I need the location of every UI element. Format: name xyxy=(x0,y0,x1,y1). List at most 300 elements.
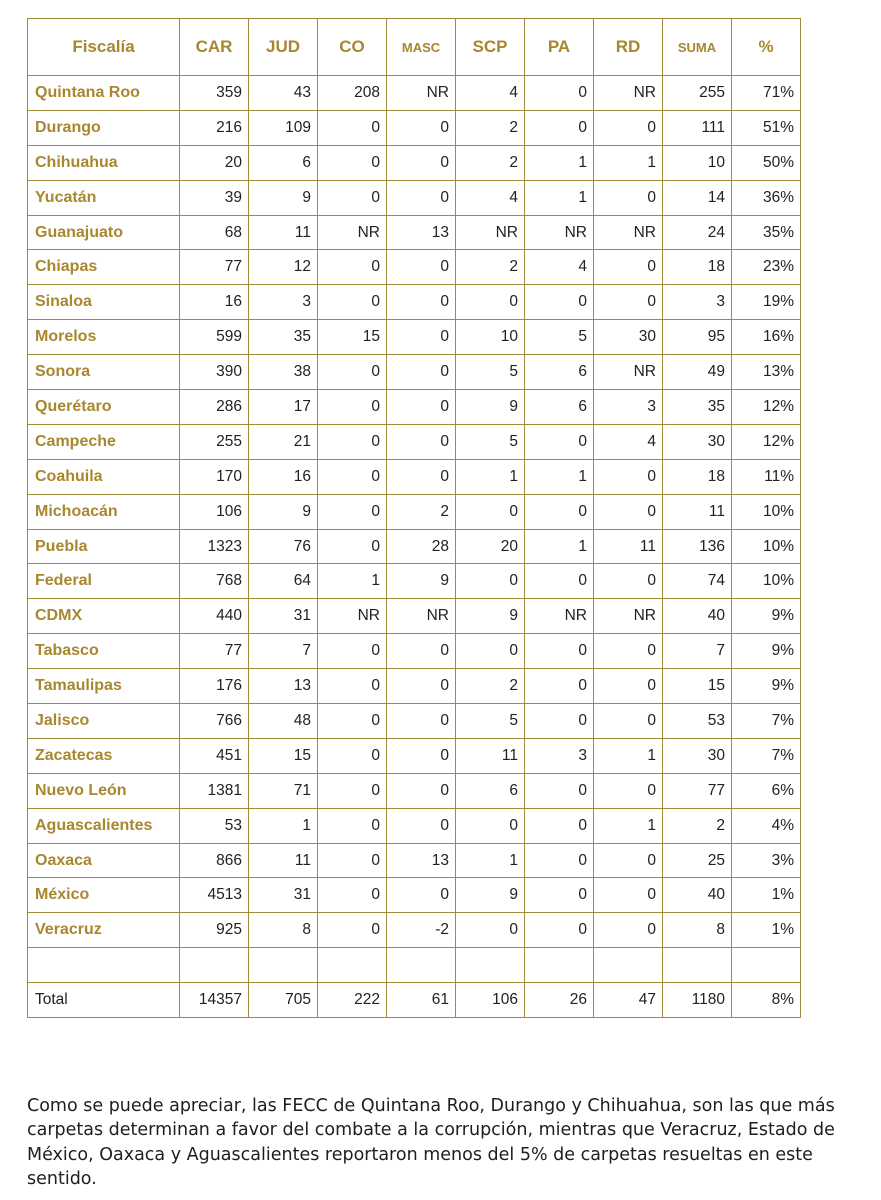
table-cell: 866 xyxy=(180,843,249,878)
table-row xyxy=(28,285,801,320)
table-cell: 0 xyxy=(525,634,594,669)
row-label: Tabasco xyxy=(28,634,180,669)
table-cell: 1381 xyxy=(180,773,249,808)
table-cell: 705 xyxy=(249,983,318,1018)
table-cell: 3 xyxy=(249,285,318,320)
table-cell: 106 xyxy=(180,494,249,529)
table-cell: 0 xyxy=(318,145,387,180)
row-label: Veracruz xyxy=(28,913,180,948)
table-cell: 1 xyxy=(456,459,525,494)
table-cell: NR xyxy=(525,599,594,634)
table-cell: 9 xyxy=(249,180,318,215)
table-cell: 2 xyxy=(456,669,525,704)
table-cell: 11 xyxy=(249,215,318,250)
table-cell: 35 xyxy=(663,390,732,425)
table-cell: 9 xyxy=(249,494,318,529)
table-cell: 10% xyxy=(732,529,801,564)
table-cell: 7 xyxy=(249,634,318,669)
table-cell: 23% xyxy=(732,250,801,285)
table-cell: 1 xyxy=(318,564,387,599)
table-cell: 35 xyxy=(249,320,318,355)
table-cell: 0 xyxy=(387,355,456,390)
row-label: Nuevo León xyxy=(28,773,180,808)
table-cell: 13 xyxy=(249,669,318,704)
table-cell: 9 xyxy=(456,599,525,634)
table-cell xyxy=(525,948,594,983)
table-cell: 0 xyxy=(318,634,387,669)
table-cell: 9% xyxy=(732,634,801,669)
table-cell: 43 xyxy=(249,76,318,111)
table-cell: 16% xyxy=(732,320,801,355)
table-row xyxy=(28,564,801,599)
row-label: México xyxy=(28,878,180,913)
table-cell: 17 xyxy=(249,390,318,425)
table-cell: 5 xyxy=(456,704,525,739)
table-cell xyxy=(249,948,318,983)
table-cell: 0 xyxy=(594,773,663,808)
table-cell: 30 xyxy=(594,320,663,355)
table-cell: 40 xyxy=(663,878,732,913)
table-cell: 109 xyxy=(249,110,318,145)
table-cell: NR xyxy=(387,599,456,634)
table-cell: 0 xyxy=(525,669,594,704)
row-label: Michoacán xyxy=(28,494,180,529)
table-cell: 216 xyxy=(180,110,249,145)
table-cell: NR xyxy=(456,215,525,250)
table-cell: 6 xyxy=(525,390,594,425)
header-car: CAR xyxy=(180,19,249,76)
table-cell: 4% xyxy=(732,808,801,843)
table-cell: 286 xyxy=(180,390,249,425)
table-cell: 170 xyxy=(180,459,249,494)
table-row xyxy=(28,669,801,704)
table-cell: 222 xyxy=(318,983,387,1018)
table-cell: 0 xyxy=(387,320,456,355)
table-cell: 10 xyxy=(663,145,732,180)
table-cell: 3 xyxy=(594,390,663,425)
table-cell: 12 xyxy=(249,250,318,285)
table-cell: 39 xyxy=(180,180,249,215)
table-cell: 1% xyxy=(732,878,801,913)
table-cell: 1 xyxy=(456,843,525,878)
row-label: Zacatecas xyxy=(28,738,180,773)
table-cell: 53 xyxy=(180,808,249,843)
table-cell: 4513 xyxy=(180,878,249,913)
table-cell: 0 xyxy=(387,738,456,773)
table-cell: 0 xyxy=(594,669,663,704)
header-scp: SCP xyxy=(456,19,525,76)
table-cell: 1323 xyxy=(180,529,249,564)
table-cell: 20 xyxy=(180,145,249,180)
table-cell xyxy=(663,948,732,983)
row-label: Guanajuato xyxy=(28,215,180,250)
table-cell: 0 xyxy=(594,634,663,669)
header-co: CO xyxy=(318,19,387,76)
row-label: Sinaloa xyxy=(28,285,180,320)
table-cell: 40 xyxy=(663,599,732,634)
table-cell: 0 xyxy=(594,250,663,285)
table-cell: -2 xyxy=(387,913,456,948)
table-cell: 13 xyxy=(387,843,456,878)
table-cell: NR xyxy=(318,599,387,634)
table-cell: 0 xyxy=(594,843,663,878)
table-cell: 106 xyxy=(456,983,525,1018)
table-row xyxy=(28,704,801,739)
header-pa: PA xyxy=(525,19,594,76)
total-row xyxy=(28,983,801,1018)
table-cell: 11 xyxy=(594,529,663,564)
table-cell: 4 xyxy=(525,250,594,285)
table-cell: 12% xyxy=(732,424,801,459)
table-cell: 0 xyxy=(387,390,456,425)
table-cell: 0 xyxy=(318,878,387,913)
table-cell: 6% xyxy=(732,773,801,808)
table-cell: 19% xyxy=(732,285,801,320)
table-cell: 208 xyxy=(318,76,387,111)
table-cell: 15 xyxy=(318,320,387,355)
table-row xyxy=(28,494,801,529)
table-cell: 0 xyxy=(387,669,456,704)
table-cell: 0 xyxy=(525,285,594,320)
table-cell: 16 xyxy=(180,285,249,320)
table-cell: NR xyxy=(594,215,663,250)
table-cell: 8% xyxy=(732,983,801,1018)
table-cell: 0 xyxy=(525,564,594,599)
table-cell: 0 xyxy=(594,180,663,215)
table-cell xyxy=(594,948,663,983)
table-cell: 0 xyxy=(387,878,456,913)
table-cell: 1 xyxy=(525,180,594,215)
table-cell: 0 xyxy=(318,738,387,773)
table-cell: 111 xyxy=(663,110,732,145)
table-cell: 0 xyxy=(387,250,456,285)
table-cell: 0 xyxy=(594,285,663,320)
table-row xyxy=(28,459,801,494)
table-cell: 2 xyxy=(456,110,525,145)
table-cell: 18 xyxy=(663,250,732,285)
table-cell: 31 xyxy=(249,878,318,913)
table-cell: 30 xyxy=(663,424,732,459)
table-row xyxy=(28,634,801,669)
table-cell: 38 xyxy=(249,355,318,390)
table-cell: 1 xyxy=(594,145,663,180)
table-cell: 64 xyxy=(249,564,318,599)
table-cell: 0 xyxy=(525,424,594,459)
table-cell: 0 xyxy=(318,250,387,285)
table-cell: 255 xyxy=(180,424,249,459)
table-cell: NR xyxy=(594,599,663,634)
table-cell: 2 xyxy=(387,494,456,529)
table-cell: 5 xyxy=(525,320,594,355)
table-cell: 0 xyxy=(318,529,387,564)
table-cell: 13% xyxy=(732,355,801,390)
summary-paragraph: Como se puede apreciar, las FECC de Quintana Roo, Durango y Chihuahua, son las que más carpetas determinan a favor del combate a la corrupción, mientras que Veracruz, Estado de México, Oaxaca y Aguascalientes reportaron menos del 5% de carpetas resueltas en este sentido. xyxy=(27,1095,835,1189)
table-cell: 15 xyxy=(249,738,318,773)
table-cell: 0 xyxy=(525,494,594,529)
table-cell: 3% xyxy=(732,843,801,878)
table-row xyxy=(28,913,801,948)
table-cell: 0 xyxy=(387,285,456,320)
table-cell: 1 xyxy=(249,808,318,843)
table-cell: 0 xyxy=(318,773,387,808)
table-cell: 0 xyxy=(456,634,525,669)
row-label: Yucatán xyxy=(28,180,180,215)
table-cell: 12% xyxy=(732,390,801,425)
table-cell: 8 xyxy=(249,913,318,948)
table-cell: 0 xyxy=(594,459,663,494)
table-cell: 0 xyxy=(456,564,525,599)
table-cell: 50% xyxy=(732,145,801,180)
fiscalias-table xyxy=(27,18,801,1018)
table-row xyxy=(28,76,801,111)
table-cell: 0 xyxy=(594,564,663,599)
table-cell: 95 xyxy=(663,320,732,355)
row-label: Total xyxy=(28,983,180,1018)
table-row xyxy=(28,145,801,180)
table-cell: 1 xyxy=(525,459,594,494)
table-cell: 0 xyxy=(387,145,456,180)
table-cell: 451 xyxy=(180,738,249,773)
table-row xyxy=(28,878,801,913)
table-cell: 0 xyxy=(456,285,525,320)
table-cell xyxy=(318,948,387,983)
table-cell xyxy=(732,948,801,983)
table-cell: 925 xyxy=(180,913,249,948)
table-cell: 0 xyxy=(318,913,387,948)
row-label: Tamaulipas xyxy=(28,669,180,704)
table-cell: 0 xyxy=(594,913,663,948)
row-label: Jalisco xyxy=(28,704,180,739)
table-cell: 1 xyxy=(525,145,594,180)
table-cell: 0 xyxy=(318,285,387,320)
table-cell: 61 xyxy=(387,983,456,1018)
table-cell: 0 xyxy=(594,878,663,913)
table-row xyxy=(28,773,801,808)
table-cell: 11 xyxy=(456,738,525,773)
row-label: Quintana Roo xyxy=(28,76,180,111)
table-cell: 26 xyxy=(525,983,594,1018)
header-suma: SUMA xyxy=(663,19,732,76)
table-cell: 1 xyxy=(525,529,594,564)
row-label: Durango xyxy=(28,110,180,145)
table-cell: 0 xyxy=(318,704,387,739)
table-row xyxy=(28,215,801,250)
table-cell: 10% xyxy=(732,494,801,529)
table-cell: 74 xyxy=(663,564,732,599)
table-cell: 0 xyxy=(318,180,387,215)
table-row xyxy=(28,355,801,390)
table-body xyxy=(28,76,801,1018)
table-cell: 10% xyxy=(732,564,801,599)
table-cell: 16 xyxy=(249,459,318,494)
table-cell: 0 xyxy=(318,843,387,878)
table-cell: 13 xyxy=(387,215,456,250)
table-row xyxy=(28,320,801,355)
table-cell: 9% xyxy=(732,669,801,704)
table-cell: 20 xyxy=(456,529,525,564)
table-cell: 0 xyxy=(387,704,456,739)
table-cell: 1% xyxy=(732,913,801,948)
table-cell: 9 xyxy=(387,564,456,599)
table-cell: 77 xyxy=(663,773,732,808)
table-row xyxy=(28,529,801,564)
table-row xyxy=(28,424,801,459)
table-cell: 77 xyxy=(180,250,249,285)
header-percent: % xyxy=(732,19,801,76)
table-cell: 359 xyxy=(180,76,249,111)
table-cell: 35% xyxy=(732,215,801,250)
table-cell: 14 xyxy=(663,180,732,215)
table-cell: 0 xyxy=(594,110,663,145)
table-cell: 36% xyxy=(732,180,801,215)
table-cell: 0 xyxy=(387,424,456,459)
table-cell: 7% xyxy=(732,738,801,773)
table-cell: 11 xyxy=(663,494,732,529)
table-cell: 53 xyxy=(663,704,732,739)
header-masc: MASC xyxy=(387,19,456,76)
row-label: Querétaro xyxy=(28,390,180,425)
row-label: Chihuahua xyxy=(28,145,180,180)
table-cell: 0 xyxy=(387,808,456,843)
table-cell: 6 xyxy=(456,773,525,808)
table-cell: 0 xyxy=(387,459,456,494)
table-cell: 9% xyxy=(732,599,801,634)
table-cell: 49 xyxy=(663,355,732,390)
table-cell: 21 xyxy=(249,424,318,459)
table-cell: 0 xyxy=(525,808,594,843)
table-cell: 0 xyxy=(318,459,387,494)
table-cell: 0 xyxy=(594,494,663,529)
table-cell: 1180 xyxy=(663,983,732,1018)
table-cell: 76 xyxy=(249,529,318,564)
table-cell: 10 xyxy=(456,320,525,355)
table-cell: 3 xyxy=(663,285,732,320)
table-cell: 31 xyxy=(249,599,318,634)
row-label: Morelos xyxy=(28,320,180,355)
table-cell: 24 xyxy=(663,215,732,250)
table-cell: 3 xyxy=(525,738,594,773)
table-cell: 28 xyxy=(387,529,456,564)
table-row xyxy=(28,110,801,145)
table-cell: 0 xyxy=(456,913,525,948)
row-label: Puebla xyxy=(28,529,180,564)
table-cell: 390 xyxy=(180,355,249,390)
table-cell: 77 xyxy=(180,634,249,669)
header-fiscalia: Fiscalía xyxy=(28,19,180,76)
table-cell: 0 xyxy=(525,913,594,948)
table-cell: 0 xyxy=(318,355,387,390)
header-rd: RD xyxy=(594,19,663,76)
table-cell: 4 xyxy=(456,180,525,215)
header-jud: JUD xyxy=(249,19,318,76)
table-cell: 2 xyxy=(663,808,732,843)
table-cell: 0 xyxy=(525,110,594,145)
row-label: Campeche xyxy=(28,424,180,459)
table-cell: 2 xyxy=(456,250,525,285)
table-cell: 14357 xyxy=(180,983,249,1018)
table-row xyxy=(28,738,801,773)
row-label: Coahuila xyxy=(28,459,180,494)
table-cell: NR xyxy=(594,76,663,111)
table-cell: 0 xyxy=(318,424,387,459)
table-cell: 255 xyxy=(663,76,732,111)
table-cell: 48 xyxy=(249,704,318,739)
table-cell: 0 xyxy=(594,704,663,739)
table-cell: 0 xyxy=(525,773,594,808)
row-label: CDMX xyxy=(28,599,180,634)
table-cell xyxy=(456,948,525,983)
row-label: Aguascalientes xyxy=(28,808,180,843)
table-cell: 8 xyxy=(663,913,732,948)
table-cell: 7 xyxy=(663,634,732,669)
table-cell: 7% xyxy=(732,704,801,739)
table-cell: 0 xyxy=(525,843,594,878)
table-cell: 71 xyxy=(249,773,318,808)
table-cell: 0 xyxy=(318,494,387,529)
table-cell: 5 xyxy=(456,355,525,390)
row-label: Federal xyxy=(28,564,180,599)
table-cell: 15 xyxy=(663,669,732,704)
table-cell xyxy=(180,948,249,983)
table-cell: 176 xyxy=(180,669,249,704)
table-cell: 11% xyxy=(732,459,801,494)
table-cell: 68 xyxy=(180,215,249,250)
table-cell: NR xyxy=(525,215,594,250)
table-row xyxy=(28,599,801,634)
table-cell: 0 xyxy=(456,494,525,529)
table-cell: 71% xyxy=(732,76,801,111)
blank-row xyxy=(28,948,801,983)
table-cell: 0 xyxy=(387,634,456,669)
table-cell: 9 xyxy=(456,390,525,425)
table-cell: 0 xyxy=(318,669,387,704)
table-cell xyxy=(387,948,456,983)
row-label: Oaxaca xyxy=(28,843,180,878)
table-cell: 0 xyxy=(525,704,594,739)
table-cell: 0 xyxy=(525,76,594,111)
table-cell: 136 xyxy=(663,529,732,564)
table-cell: 47 xyxy=(594,983,663,1018)
table-cell: 1 xyxy=(594,738,663,773)
table-cell: 30 xyxy=(663,738,732,773)
row-label: Chiapas xyxy=(28,250,180,285)
table-row xyxy=(28,250,801,285)
row-label: Sonora xyxy=(28,355,180,390)
table-cell: 440 xyxy=(180,599,249,634)
table-row xyxy=(28,808,801,843)
table-cell: 0 xyxy=(387,180,456,215)
table-cell: 0 xyxy=(387,773,456,808)
table-cell: 0 xyxy=(387,110,456,145)
table-row xyxy=(28,390,801,425)
row-label xyxy=(28,948,180,983)
table-cell: 9 xyxy=(456,878,525,913)
table-row xyxy=(28,180,801,215)
table-header-row xyxy=(28,19,801,76)
table-cell: 6 xyxy=(525,355,594,390)
table-cell: NR xyxy=(318,215,387,250)
table-cell: 599 xyxy=(180,320,249,355)
table-cell: 4 xyxy=(594,424,663,459)
table-cell: 0 xyxy=(525,878,594,913)
table-cell: 0 xyxy=(318,808,387,843)
table-cell: 51% xyxy=(732,110,801,145)
table-cell: 4 xyxy=(456,76,525,111)
table-cell: 0 xyxy=(456,808,525,843)
table-cell: 2 xyxy=(456,145,525,180)
table-cell: 766 xyxy=(180,704,249,739)
table-cell: 0 xyxy=(318,110,387,145)
